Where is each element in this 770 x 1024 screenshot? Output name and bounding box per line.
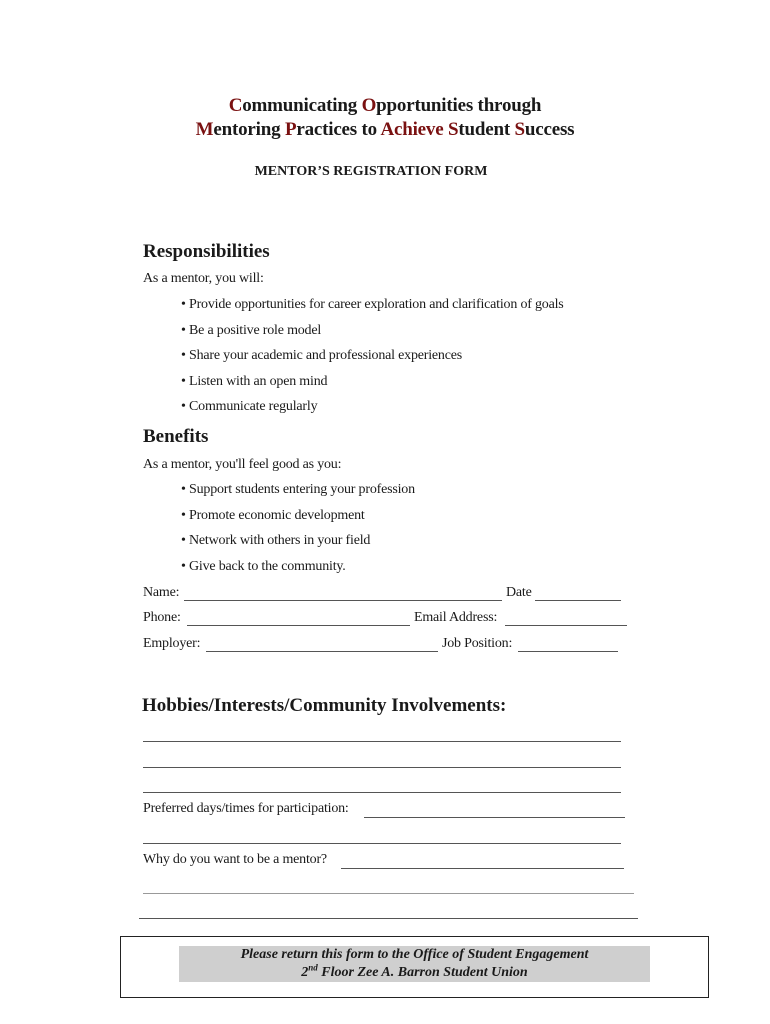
title-accent-letter: C [228, 95, 243, 116]
return-notice-line-1: Please return this form to the Office of Student Engagement [240, 947, 589, 962]
title-accent-letter: Achieve [380, 119, 444, 140]
preferred-times-field[interactable] [364, 817, 625, 818]
responsibility-item: • Be a positive role model [181, 323, 322, 338]
title-accent-letter: O [361, 95, 377, 116]
why-mentor-line[interactable] [143, 893, 634, 894]
return-notice-line-2 [179, 964, 650, 982]
title-accent-letter: S [514, 119, 525, 140]
preferred-times-label: Preferred days/times for participation: [143, 801, 349, 816]
title-accent-letter: S [448, 119, 459, 140]
title-text: uccess [524, 119, 575, 140]
email-label: Email Address: [414, 610, 498, 625]
responsibility-item: • Communicate regularly [181, 399, 318, 414]
benefit-item: • Give back to the community. [181, 559, 346, 574]
title-text: pportunities through [376, 95, 542, 116]
return-notice [179, 946, 650, 982]
floor-number: 2 [301, 965, 309, 980]
email-field[interactable] [505, 625, 627, 626]
responsibilities-heading: Responsibilities [143, 241, 270, 262]
phone-field[interactable] [187, 625, 410, 626]
title-accent-letter: M [195, 119, 214, 140]
name-field[interactable] [184, 600, 502, 601]
benefit-item: • Support students entering your profession [181, 482, 415, 497]
floor-location: Floor Zee A. Barron Student Union [317, 965, 528, 980]
hobbies-line[interactable] [143, 792, 621, 793]
hobbies-heading: Hobbies/Interests/Community Involvements: [142, 695, 507, 716]
phone-label: Phone: [143, 610, 181, 625]
benefit-item: • Network with others in your field [181, 533, 371, 548]
job-position-label: Job Position: [442, 636, 513, 651]
job-position-field[interactable] [518, 651, 618, 652]
floor-suffix: nd [308, 962, 318, 973]
title-text: ractices to [296, 119, 381, 140]
employer-field[interactable] [206, 651, 438, 652]
title-text: entoring [213, 119, 285, 140]
why-mentor-field[interactable] [341, 868, 624, 869]
date-label: Date [506, 585, 532, 600]
hobbies-line[interactable] [143, 767, 621, 768]
benefits-heading: Benefits [143, 426, 209, 447]
title-text: ommunicating [242, 95, 362, 116]
benefits-intro: As a mentor, you'll feel good as you: [143, 457, 342, 472]
name-label: Name: [143, 585, 180, 600]
benefit-item: • Promote economic development [181, 508, 365, 523]
responsibility-item: • Share your academic and professional experiences [181, 348, 462, 363]
why-mentor-line[interactable] [139, 918, 638, 919]
employer-label: Employer: [143, 636, 201, 651]
title-accent-letter: P [284, 119, 297, 140]
responsibility-item: • Provide opportunities for career exploration and clarification of goals [181, 297, 564, 312]
return-notice-box [120, 936, 709, 998]
hobbies-line[interactable] [143, 741, 621, 742]
document-title-line-1 [0, 94, 770, 118]
date-field[interactable] [535, 600, 621, 601]
why-mentor-label: Why do you want to be a mentor? [143, 852, 327, 867]
title-text: tudent [458, 119, 515, 140]
responsibilities-intro: As a mentor, you will: [143, 271, 264, 286]
document-title-line-2 [0, 118, 770, 142]
preferred-times-line[interactable] [143, 843, 621, 844]
form-title: MENTOR’S REGISTRATION FORM [254, 164, 488, 179]
responsibility-item: • Listen with an open mind [181, 374, 328, 389]
